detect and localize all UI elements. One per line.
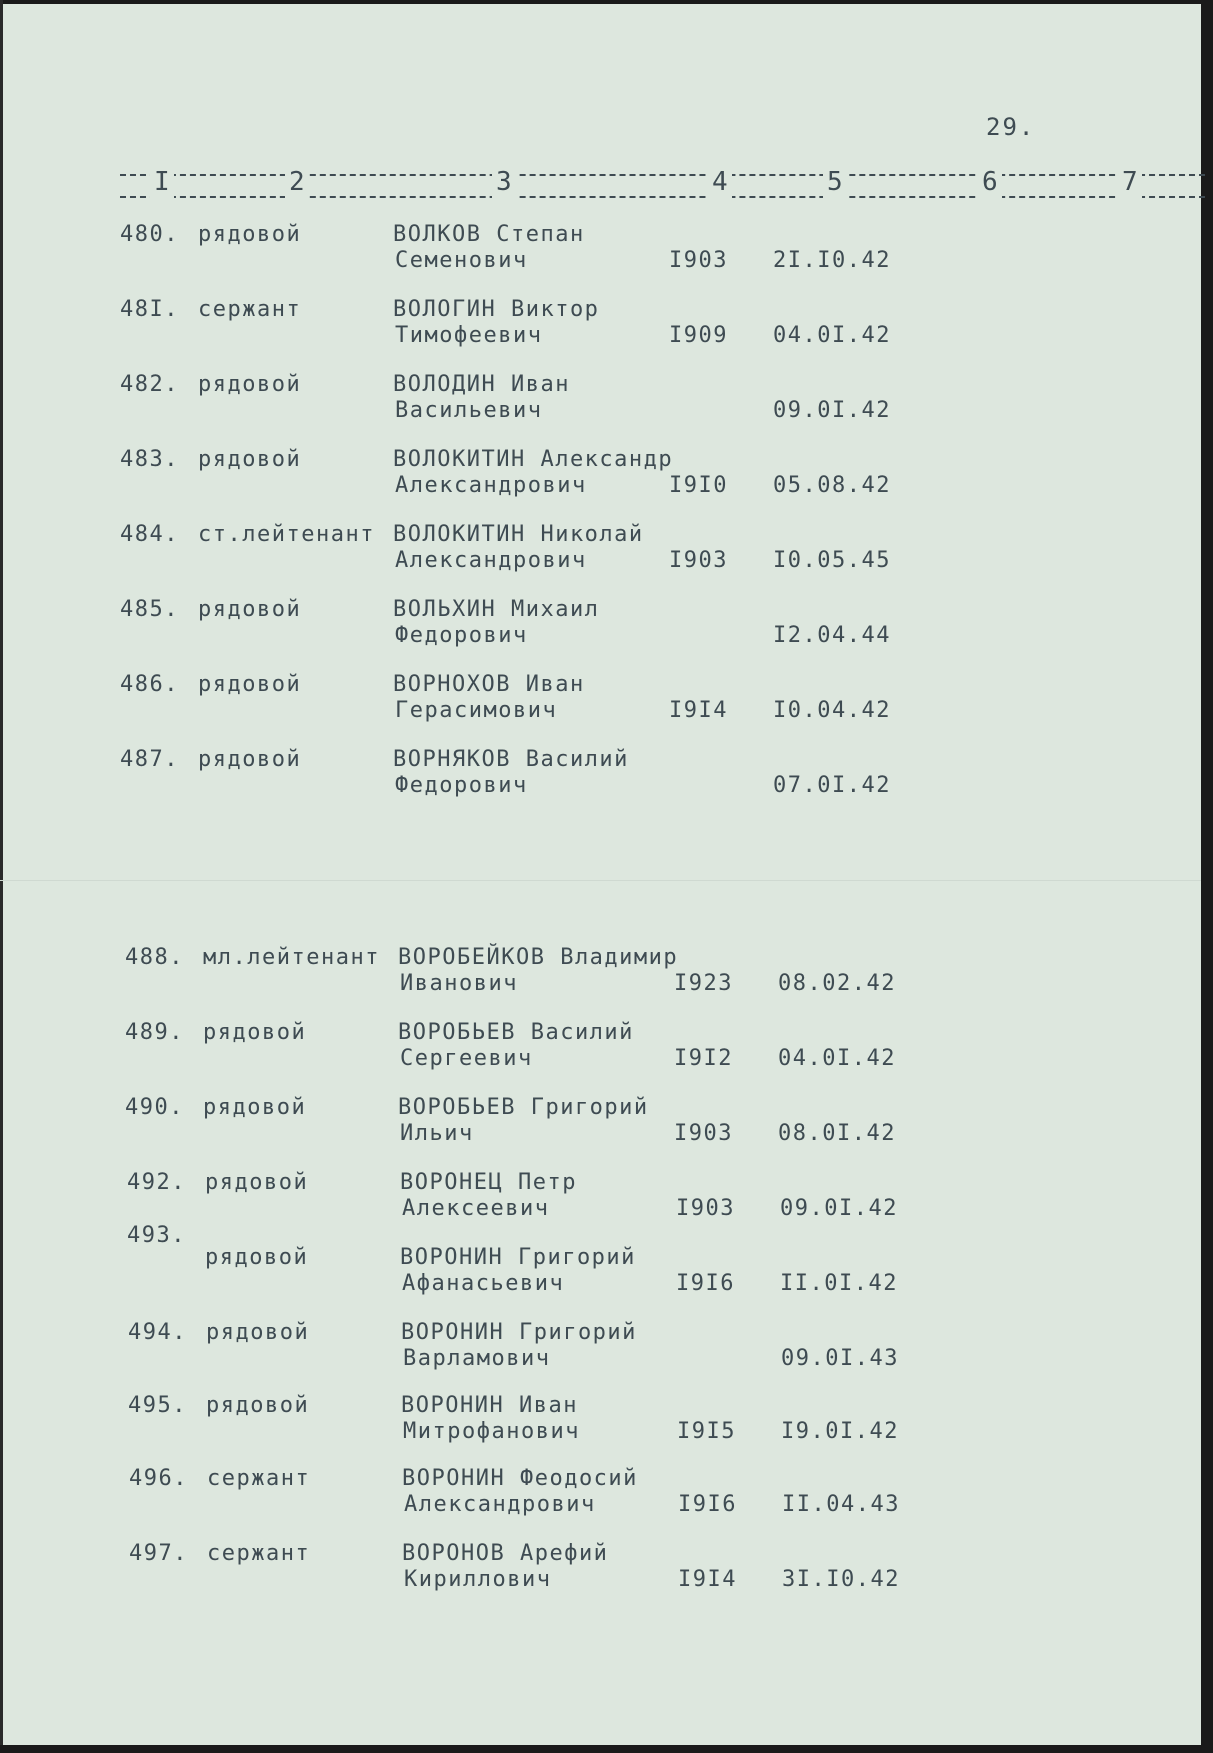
entry-rank: рядовой (198, 747, 302, 772)
paper-fold-line (0, 880, 1201, 881)
entry-patronymic: Варламович (403, 1346, 551, 1371)
entry-surname-name: ВОРОБЕЙКОВ Владимир (398, 945, 679, 970)
entry-rank: рядовой (206, 1393, 310, 1418)
entry-birth-year: I903 (676, 1196, 735, 1221)
entry-patronymic: Митрофанович (403, 1419, 580, 1444)
entry-birth-year: I9I4 (669, 698, 728, 723)
entry-number: 487. (120, 747, 179, 772)
column-number: I (150, 164, 174, 200)
entry-number: 485. (120, 597, 179, 622)
entry-number: 486. (120, 672, 179, 697)
list-item (0, 1020, 1200, 1080)
entry-rank: рядовой (206, 1320, 310, 1345)
entry-date: 05.08.42 (773, 473, 891, 498)
entry-number: 495. (128, 1393, 187, 1418)
entry-rank: сержант (207, 1466, 311, 1491)
entry-surname-name: ВОРОНИН Григорий (401, 1320, 637, 1345)
entry-number: 48I. (120, 297, 179, 322)
entry-number: 493. (127, 1223, 186, 1248)
list-item (0, 672, 1200, 732)
scan-edge-bottom (0, 1745, 1213, 1753)
list-item (0, 447, 1200, 507)
entry-surname-name: ВОРОБЬЕВ Василий (398, 1020, 634, 1045)
entry-surname-name: ВОРОНОВ Арефий (402, 1541, 609, 1566)
entry-rank: рядовой (198, 672, 302, 697)
list-item (0, 747, 1200, 807)
entry-patronymic: Александрович (404, 1492, 596, 1517)
entry-date: II.0I.42 (780, 1271, 898, 1296)
column-number: 6 (978, 164, 1002, 200)
entry-rank: рядовой (205, 1170, 309, 1195)
scan-edge-right (1201, 0, 1213, 1753)
entry-date: 09.0I.42 (773, 398, 891, 423)
entry-rank: рядовой (203, 1020, 307, 1045)
entry-number: 494. (128, 1320, 187, 1345)
scan-edge-top (0, 0, 1213, 4)
list-item (0, 1095, 1200, 1155)
entry-rank: рядовой (198, 447, 302, 472)
entry-number: 480. (120, 222, 179, 247)
entry-date: 3I.I0.42 (782, 1567, 900, 1592)
column-number: 2 (285, 164, 309, 200)
entry-number: 492. (127, 1170, 186, 1195)
column-number: 7 (1118, 164, 1142, 200)
entry-rank: рядовой (205, 1245, 309, 1270)
header-dash-line (120, 174, 1205, 176)
entry-date: 08.0I.42 (778, 1121, 896, 1146)
entry-date: 07.0I.42 (773, 773, 891, 798)
entry-date: 08.02.42 (778, 971, 896, 996)
entry-birth-year: I9I5 (677, 1419, 736, 1444)
list-item (0, 1393, 1200, 1453)
list-item (0, 1320, 1200, 1380)
entry-surname-name: ВОЛЬХИН Михаил (393, 597, 600, 622)
list-item (0, 1170, 1200, 1230)
entry-patronymic: Герасимович (395, 698, 558, 723)
entry-surname-name: ВОЛКОВ Степан (393, 222, 585, 247)
entry-rank: рядовой (198, 597, 302, 622)
entry-patronymic: Александрович (395, 548, 587, 573)
list-item (0, 1541, 1200, 1601)
list-item (0, 597, 1200, 657)
entry-birth-year: I903 (669, 548, 728, 573)
entry-surname-name: ВОРНОХОВ Иван (393, 672, 585, 697)
entry-rank: ст.лейтенант (198, 522, 375, 547)
entry-birth-year: I9I6 (678, 1492, 737, 1517)
column-number: 5 (823, 164, 847, 200)
entry-birth-year: I909 (669, 323, 728, 348)
entry-date: 09.0I.43 (781, 1346, 899, 1371)
entry-date: I0.04.42 (773, 698, 891, 723)
entry-birth-year: I903 (669, 248, 728, 273)
header-dash-line (120, 196, 1205, 198)
entry-number: 483. (120, 447, 179, 472)
entry-surname-name: ВОЛОДИН Иван (393, 372, 570, 397)
entry-surname-name: ВОЛОКИТИН Николай (393, 522, 644, 547)
entry-patronymic: Сергеевич (400, 1046, 533, 1071)
list-item (0, 522, 1200, 582)
entry-patronymic: Тимофеевич (395, 323, 543, 348)
list-item (0, 297, 1200, 357)
entry-date: I0.05.45 (773, 548, 891, 573)
list-item (0, 1466, 1200, 1526)
entry-surname-name: ВОРОБЬЕВ Григорий (398, 1095, 649, 1120)
list-item (0, 222, 1200, 282)
entry-patronymic: Семенович (395, 248, 528, 273)
entry-patronymic: Афанасьевич (402, 1271, 565, 1296)
entry-surname-name: ВОРОНИН Феодосий (402, 1466, 638, 1491)
entry-patronymic: Иванович (400, 971, 518, 996)
entry-surname-name: ВОРНЯКОВ Василий (393, 747, 629, 772)
entry-patronymic: Федорович (395, 773, 528, 798)
page-number: 29. (986, 113, 1036, 141)
entry-surname-name: ВОЛОКИТИН Александр (393, 447, 674, 472)
entry-date: 2I.I0.42 (773, 248, 891, 273)
entry-number: 484. (120, 522, 179, 547)
entry-surname-name: ВОЛОГИН Виктор (393, 297, 600, 322)
column-number: 3 (492, 164, 516, 200)
entry-date: I9.0I.42 (781, 1419, 899, 1444)
entry-rank: рядовой (198, 372, 302, 397)
entry-surname-name: ВОРОНИН Иван (401, 1393, 578, 1418)
entry-date: I2.04.44 (773, 623, 891, 648)
entry-number: 489. (125, 1020, 184, 1045)
entry-date: II.04.43 (782, 1492, 900, 1517)
entry-birth-year: I9I6 (676, 1271, 735, 1296)
entry-date: 04.0I.42 (778, 1046, 896, 1071)
entry-birth-year: I923 (674, 971, 733, 996)
entry-number: 482. (120, 372, 179, 397)
entry-patronymic: Васильевич (395, 398, 543, 423)
entry-number: 490. (125, 1095, 184, 1120)
entry-patronymic: Ильич (400, 1121, 474, 1146)
entry-date: 09.0I.42 (780, 1196, 898, 1221)
entry-date: 04.0I.42 (773, 323, 891, 348)
entry-rank: рядовой (203, 1095, 307, 1120)
entry-surname-name: ВОРОНЕЦ Петр (400, 1170, 577, 1195)
entry-number: 497. (129, 1541, 188, 1566)
column-number-header (120, 162, 1205, 208)
list-item (0, 1223, 1200, 1305)
entry-rank: рядовой (198, 222, 302, 247)
list-item (0, 372, 1200, 432)
entry-rank: сержант (198, 297, 302, 322)
entry-birth-year: I9I4 (678, 1567, 737, 1592)
entry-rank: мл.лейтенант (203, 945, 380, 970)
entry-rank: сержант (207, 1541, 311, 1566)
entry-number: 488. (125, 945, 184, 970)
entry-birth-year: I903 (674, 1121, 733, 1146)
entry-patronymic: Александрович (395, 473, 587, 498)
entry-birth-year: I9I2 (674, 1046, 733, 1071)
entry-patronymic: Кириллович (404, 1567, 552, 1592)
entry-birth-year: I9I0 (669, 473, 728, 498)
entry-patronymic: Федорович (395, 623, 528, 648)
entry-number: 496. (129, 1466, 188, 1491)
list-item (0, 945, 1200, 1005)
entry-surname-name: ВОРОНИН Григорий (400, 1245, 636, 1270)
entry-patronymic: Алексеевич (402, 1196, 550, 1221)
column-number: 4 (708, 164, 732, 200)
